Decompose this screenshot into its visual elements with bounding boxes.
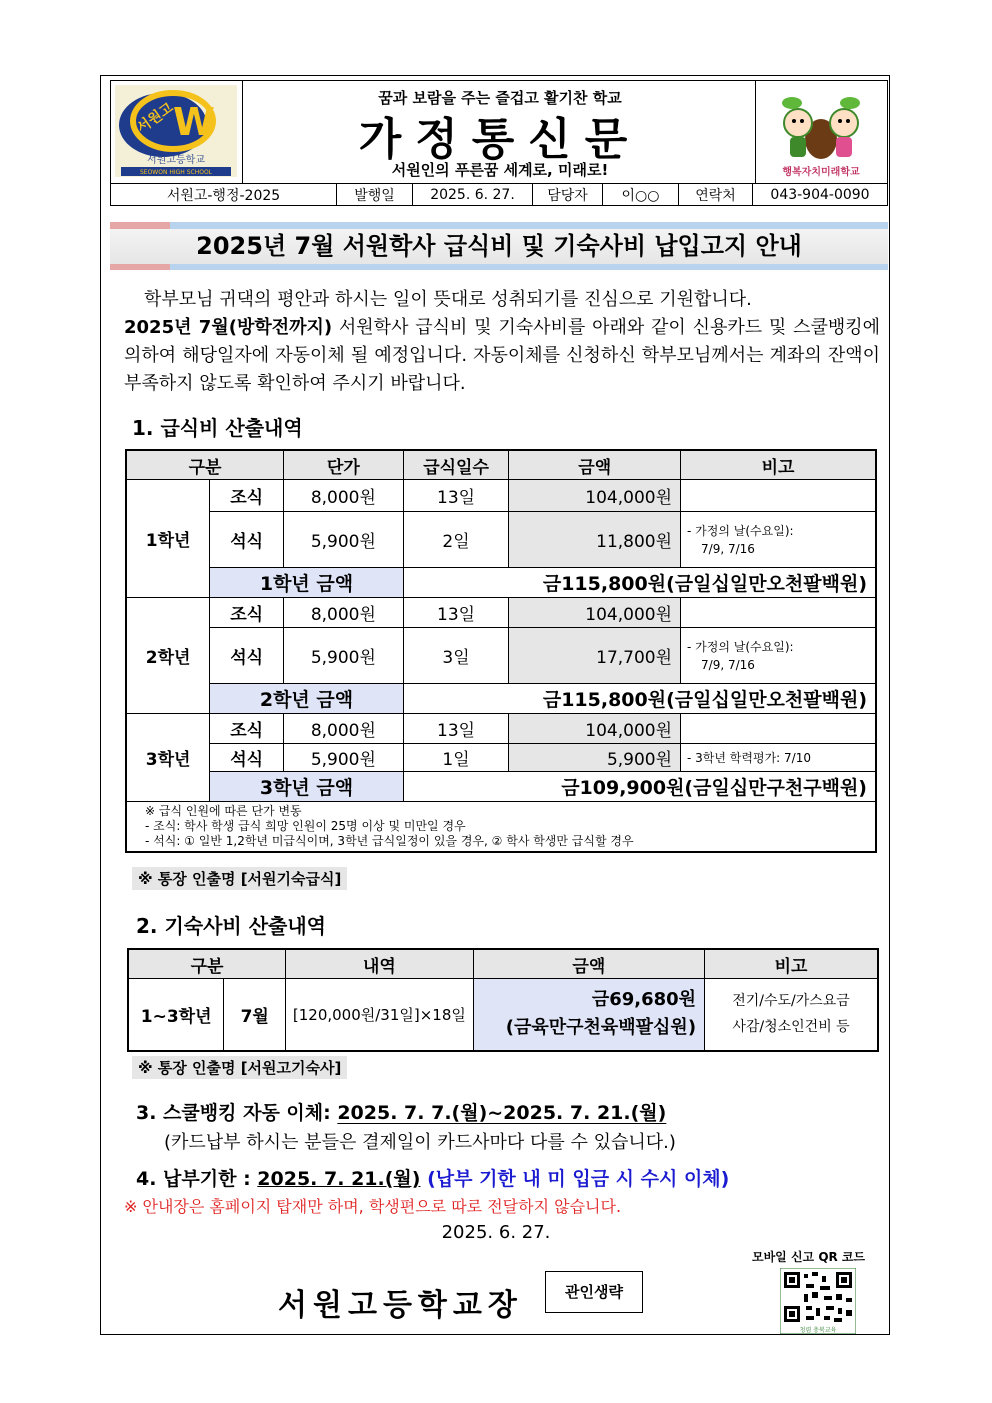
banking-line [136, 1098, 666, 1125]
meal-amount: 17,700원 [509, 628, 681, 684]
meal-type: 석식 [210, 628, 284, 684]
meal-notes [126, 802, 876, 853]
mascot-logo [755, 81, 887, 183]
grade-total-amount: 금109,900원(금일십만구천구백원) [403, 772, 876, 802]
grade-label: 3학년 [126, 714, 210, 802]
col-header-note: 비고 [705, 949, 878, 979]
dorm-account-name: ※ 통장 인출명 [서원고기숙사] [132, 1056, 347, 1079]
grade-total-amount: 금115,800원(금일십일만오천팔백원) [403, 568, 876, 598]
table-row [126, 480, 876, 512]
meal-note: - 가정의 날(수요일): 7/9, 7/16 [681, 628, 876, 684]
grade-total-label: 3학년 금액 [210, 772, 403, 802]
grade-label: 1학년 [126, 480, 210, 598]
meal-days: 13일 [403, 598, 509, 628]
svg-text:서원고: 서원고 [134, 99, 177, 137]
seal-omitted: 관인생략 [545, 1271, 643, 1313]
banking-note: (카드납부 하시는 분들은 결제일이 카드사마다 다를 수 있습니다.) [164, 1132, 676, 1153]
svg-text:행복자치미래학교: 행복자치미래학교 [782, 167, 860, 178]
letterhead [110, 80, 888, 206]
svg-text:서원고등학교: 서원고등학교 [147, 155, 205, 166]
unit-price: 8,000원 [284, 480, 404, 512]
issue-label: 발행일 [337, 184, 413, 206]
meal-account-name: ※ 통장 인출명 [서원기숙급식] [132, 867, 347, 890]
meal-days: 13일 [403, 714, 509, 744]
unit-price: 5,900원 [284, 512, 404, 568]
dorm-section-title: 2. 기숙사비 산출내역 [136, 914, 326, 938]
meal-type: 석식 [210, 512, 284, 568]
svg-text:SEOWON HIGH SCHOOL: SEOWON HIGH SCHOOL [139, 169, 213, 176]
intro-period: 2025년 7월(방학전까지) [124, 317, 333, 338]
doc-title: 가정통신문 [358, 114, 642, 165]
meal-note: - 3학년 학력평가: 7/10 [681, 744, 876, 772]
meal-note: - 가정의 날(수요일): 7/9, 7/16 [681, 512, 876, 568]
meal-type: 조식 [210, 714, 284, 744]
meal-note [681, 714, 876, 744]
manager-label: 담당자 [533, 184, 603, 206]
intro-body: 서원학사 급식비 및 기숙사비를 아래와 같이 신용카드 및 스쿨뱅킹에 의하여 해당일자에 자동이체 될 예정입니다. 자동이체를 신청하신 학부모님께서는 계좌의 잔액이 부족하지 않도록 확인하여 주시기 바랍니다. [124, 317, 881, 394]
meal-days: 1일 [403, 744, 509, 772]
grade-label: 2학년 [126, 598, 210, 714]
col-header-amount: 금액 [509, 450, 681, 480]
banking-period: 2025. 7. 7.(월)~2025. 7. 21.(월) [337, 1102, 667, 1124]
dorm-amount-words: (금육만구천육백팔십원) [505, 1017, 697, 1039]
meal-days: 13일 [403, 480, 509, 512]
col-header-price: 단가 [284, 450, 404, 480]
contact-number: 043-904-0090 [770, 187, 870, 203]
homepage-warning: ※ 안내장은 홈페이지 탑재만 하며, 학생편으로 따로 전달하지 않습니다. [124, 1197, 622, 1216]
table-row [128, 979, 878, 1051]
grade-total-row [126, 772, 876, 802]
grade-total-row [126, 684, 876, 714]
dorm-month: 7월 [224, 979, 286, 1051]
grade-total-row [126, 568, 876, 598]
table-row [126, 714, 876, 744]
unit-price: 5,900원 [284, 744, 404, 772]
grade-total-label: 1학년 금액 [210, 568, 403, 598]
meal-amount: 104,000원 [509, 598, 681, 628]
doc-meta-row [111, 183, 887, 206]
meal-notes-row [126, 802, 876, 853]
grade-total-amount: 금115,800원(금일십일만오천팔백원) [403, 684, 876, 714]
intro-paragraph [124, 286, 880, 398]
school-motto: 꿈과 보람을 주는 즐겁고 활기찬 학교 [378, 89, 622, 107]
deadline-date: 2025. 7. 21.(월) [257, 1168, 421, 1190]
dorm-grade: 1~3학년 [128, 979, 224, 1051]
notice-title: 2025년 7월 서원학사 급식비 및 기숙사비 납입고지 안내 [110, 229, 888, 264]
col-header-detail: 내역 [286, 949, 474, 979]
meal-amount: 104,000원 [509, 480, 681, 512]
meal-type: 조식 [210, 480, 284, 512]
meal-note-line: - 석식: ① 일반 1,2학년 미급식이며, 3학년 급식일정이 있을 경우, ② 학사 학생만 급식할 경우 [145, 834, 634, 848]
svg-text:W: W [173, 100, 215, 144]
school-logo [111, 81, 243, 183]
meal-days: 3일 [403, 628, 509, 684]
unit-price: 5,900원 [284, 628, 404, 684]
intro-greeting: 학부모님 귀댁의 평안과 하시는 일이 뜻대로 성취되기를 진심으로 기원합니다. [144, 289, 752, 310]
meal-amount: 104,000원 [509, 714, 681, 744]
table-row [126, 744, 876, 772]
dorm-amount-number: 금69,680원 [591, 989, 697, 1011]
contact-label: 연락처 [679, 184, 753, 206]
notice-banner [110, 222, 888, 270]
table-row [126, 512, 876, 568]
col-header-amount: 금액 [473, 949, 704, 979]
meal-section-title: 1. 급식비 산출내역 [132, 416, 303, 440]
meal-note [681, 598, 876, 628]
principal-name: 서원고등학교장 [278, 1288, 523, 1323]
dorm-table [127, 948, 879, 1052]
col-header-category: 구분 [128, 949, 286, 979]
issue-date-footer: 2025. 6. 27. [441, 1222, 551, 1243]
qr-code-icon[interactable] [780, 1268, 856, 1334]
doc-number: 서원고-행정-2025 [111, 184, 337, 206]
meal-type: 조식 [210, 598, 284, 628]
table-row [126, 628, 876, 684]
dorm-detail: [120,000원/31일]×18일 [286, 979, 474, 1051]
dorm-note: 전기/수도/가스요금 사감/청소인건비 등 [705, 979, 878, 1051]
manager-name: 이○○ [603, 184, 679, 206]
qr-label: 모바일 신고 QR 코드 [752, 1250, 866, 1264]
meal-type: 석식 [210, 744, 284, 772]
meal-note [681, 480, 876, 512]
meal-amount: 5,900원 [509, 744, 681, 772]
meal-note-line: ※ 급식 인원에 따른 단가 변동 [145, 804, 302, 818]
table-row [126, 598, 876, 628]
unit-price: 8,000원 [284, 714, 404, 744]
issue-date: 2025. 6. 27. [413, 184, 533, 206]
meal-note-line: - 조식: 학사 학생 급식 희망 인원이 25명 이상 및 미만일 경우 [145, 819, 466, 833]
col-header-category: 구분 [126, 450, 284, 480]
school-slogan: 서원인의 푸른꿈 세계로, 미래로! [391, 161, 609, 179]
svg-text:청렴 충북교육: 청렴 충북교육 [799, 1327, 837, 1334]
col-header-note: 비고 [681, 450, 876, 480]
deadline-label: 4. 납부기한 : [136, 1168, 258, 1190]
meal-days: 2일 [403, 512, 509, 568]
col-header-days: 급식일수 [403, 450, 509, 480]
banking-label: 3. 스쿨뱅킹 자동 이체: [136, 1102, 338, 1124]
meal-amount: 11,800원 [509, 512, 681, 568]
deadline-extra: (납부 기한 내 미 입금 시 수시 이체) [420, 1168, 730, 1190]
meal-table [125, 449, 877, 853]
deadline-line [136, 1164, 729, 1191]
unit-price: 8,000원 [284, 598, 404, 628]
grade-total-label: 2학년 금액 [210, 684, 403, 714]
dorm-amount [473, 979, 704, 1051]
